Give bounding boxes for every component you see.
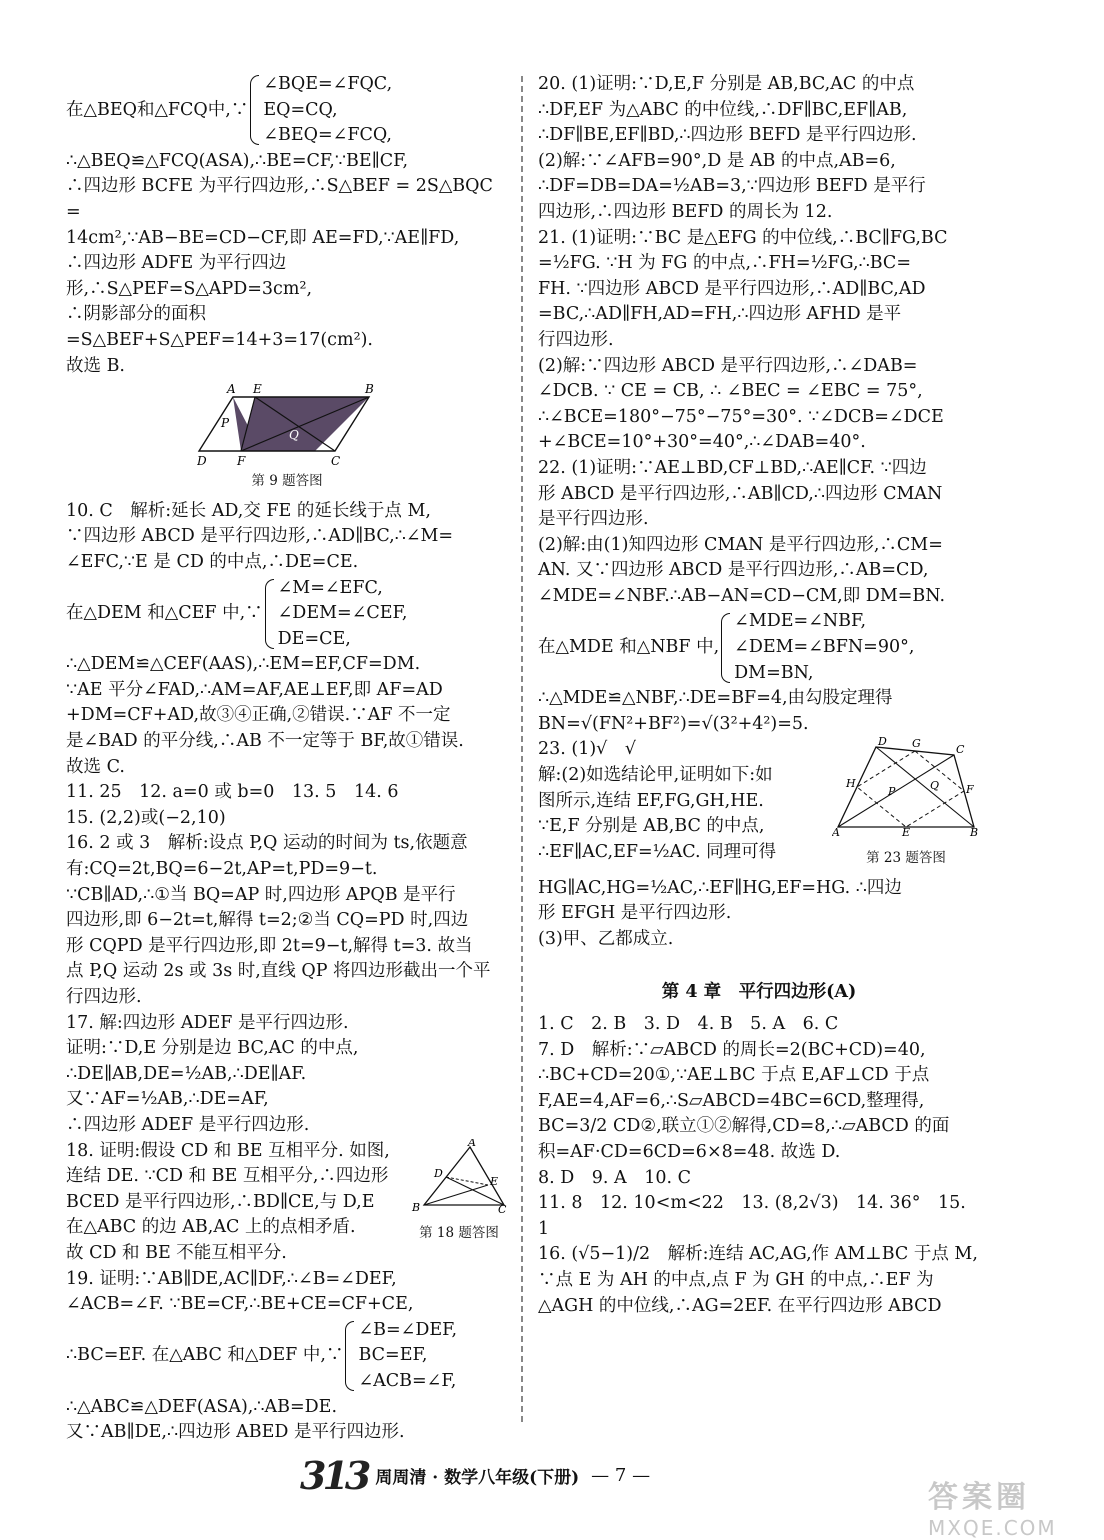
text-line: ∴四边形 ADFE 为平行四边形,∴S△PEF=S△APD=3cm², <box>66 253 313 299</box>
text-line: 故 CD 和 BE 不能互相平分. <box>66 1242 287 1263</box>
text-line: ∵E,F 分别是 AB,BC 的中点, <box>538 816 765 837</box>
text-line: 连结 DE. ∵CD 和 BE 互相平分,∴四边形 <box>66 1166 389 1187</box>
system-line: ∠DEM=∠CEF, <box>277 603 408 624</box>
text-line: 图所示,连结 EF,FG,GH,HE. <box>538 790 764 811</box>
text-line: 四边形,∴四边形 BEFD 的周长为 12. <box>538 201 833 222</box>
text-line: 20. (1)证明:∵D,E,F 分别是 AB,BC,AC 的中点 <box>538 74 915 94</box>
text-line: ∵CB∥AD,∴①当 BQ=AP 时,四边形 APQB 是平行 <box>66 884 456 905</box>
text-line: +DM=CF+AD,故③④正确,②错误.∵AF 不一定 <box>66 705 451 726</box>
brace-icon <box>250 75 259 145</box>
quadrilateral-efgh <box>857 751 964 827</box>
text-line: =BC,∴AD∥FH,AD=FH,∴四边形 AFHD 是平 <box>538 304 902 325</box>
figure-caption: 第 23 题答图 <box>866 850 946 867</box>
text-line: 故选 B. <box>66 355 125 376</box>
text-line: 行四边形. <box>538 329 614 350</box>
system-line: ∠B=∠DEF, <box>358 1319 458 1340</box>
figure-label: D <box>878 737 887 749</box>
text-line: ∠DCB. ∵ CE = CB, ∴ ∠BEC = ∠EBC = 75°, <box>538 381 923 402</box>
system-line: BC=EF, <box>358 1345 428 1366</box>
text-line: FH. ∵四边形 ABCD 是平行四边形,∴AD∥BC,AD <box>538 278 926 299</box>
text-line: ∠EFC,∵E 是 CD 的中点,∴DE=CE. <box>66 551 359 572</box>
figure-label: H <box>846 777 856 791</box>
text-line: ∴DF,EF 为△ABC 的中位线,∴DF∥BC,EF∥AB, <box>538 99 908 120</box>
figure-label: B <box>970 826 979 838</box>
text-line: △AGH 的中位线,∴AG=2EF. 在平行四边形 ABCD <box>538 1295 942 1316</box>
figure-label: A <box>832 826 840 838</box>
figure-label: E <box>490 1174 499 1188</box>
watermark-text: 答案圈 <box>928 1480 1030 1515</box>
figure-label: F <box>966 783 974 797</box>
system-line: ∠MDE=∠NBF, <box>734 611 867 632</box>
text-line: ∴DE∥AB,DE=½AB,∴DE∥AF. <box>66 1063 307 1084</box>
system-mde <box>538 609 980 686</box>
text-line: ∵四边形 ABCD 是平行四边形,∴AD∥BC,∴∠M= <box>66 526 454 547</box>
system-line: EQ=CQ, <box>263 99 338 120</box>
text-line: 16. 2 或 3 解析:设点 P,Q 运动的时间为 ts,依题意 <box>66 833 468 854</box>
page-footer <box>300 1454 800 1496</box>
text-line: ∴△DEM≌△CEF(AAS),∴EM=EF,CF=DM. <box>66 654 421 675</box>
figure-caption: 第 9 题答图 <box>251 473 323 490</box>
system-bqe <box>66 72 508 149</box>
figure-label: B <box>412 1200 421 1213</box>
text-line: 8. D 9. A 10. C <box>538 1167 691 1188</box>
text-line: 解:(2)如选结论甲,证明如下:如 <box>538 765 773 786</box>
text-line: F,AE=4,AF=6,∴S▱ABCD=4BC=6CD,整理得, <box>538 1090 925 1111</box>
text-line: ∴BC+CD=20①,∵AE⊥BC 于点 E,AF⊥CD 于点 <box>538 1065 930 1086</box>
figure-label: F <box>237 454 246 468</box>
text-line: (2)解:∵∠AFB=90°,D 是 AB 的中点,AB=6, <box>538 150 896 171</box>
text-line: 形 CQPD 是平行四边形,即 2t=9−t,解得 t=3. 故当 <box>66 935 473 956</box>
figure-label: D <box>197 454 207 468</box>
system-line: ∠DEM=∠BFN=90°, <box>734 637 915 658</box>
system-line: ∠ACB=∠F, <box>358 1370 457 1391</box>
figure-label: G <box>912 737 921 751</box>
segment-de <box>446 1177 488 1185</box>
figure-label: P <box>221 416 230 431</box>
text-line: 11. 25 12. a=0 或 b=0 13. 5 14. 6 <box>66 782 399 803</box>
figure-9-diagram <box>197 383 377 467</box>
text-line: 点 P,Q 运动 2s 或 3s 时,直线 QP 将四边形截出一个平 <box>66 961 491 982</box>
text-line: 故选 C. <box>66 756 125 777</box>
text-line: ∴阴影部分的面积=S△BEF+S△PEF=14+3=17(cm²). <box>66 304 373 350</box>
text-line: 21. (1)证明:∵BC 是△EFG 的中位线,∴BC∥FG,BC <box>538 227 948 248</box>
figure-label: C <box>956 743 965 757</box>
watermark <box>928 1472 1088 1540</box>
system-line: DE=CE, <box>277 628 351 649</box>
figure-18-diagram <box>410 1139 508 1213</box>
text-line: ∵点 E 为 AH 的中点,点 F 为 GH 的中点,∴EF 为 <box>538 1269 934 1290</box>
column-divider <box>521 76 523 1422</box>
figure-label: E <box>902 826 911 838</box>
figure-label: Q <box>930 779 940 793</box>
brace-icon <box>721 613 730 683</box>
text-line: 积=AF·CD=6CD=6×8=48. 故选 D. <box>538 1141 841 1162</box>
chapter-title: 第 4 章 平行四边形(A) <box>661 982 857 1003</box>
figure-label: C <box>498 1202 507 1213</box>
text-line: BCED 是平行四边形,∴BD∥CE,与 D,E <box>66 1191 375 1212</box>
text-line: ∠ACB=∠F. ∵BE=CF,∴BE+CE=CF+CE, <box>66 1294 414 1315</box>
text-line: 14cm²,∵AB−BE=CD−CF,即 AE=FD,∵AE∥FD, <box>66 227 460 248</box>
text-line: 23. (1)√ √ <box>538 739 636 760</box>
text-line: 1. C 2. B 3. D 4. B 5. A 6. C <box>538 1014 839 1034</box>
figure-label: A <box>227 383 236 397</box>
left-column <box>66 72 508 1446</box>
figure-label: P <box>888 785 896 799</box>
text-line: ∵AE 平分∠FAD,∴AM=AF,AE⊥EF,即 AF=AD <box>66 679 443 700</box>
text-line: HG∥AC,HG=½AC,∴EF∥HG,EF=HG. ∴四边 <box>538 877 902 898</box>
text-line: 证明:∵D,E 分别是边 BC,AC 的中点, <box>66 1038 359 1059</box>
text-line: 是∠BAD 的平分线,∴AB 不一定等于 BF,故①错误. <box>66 731 464 752</box>
text-line: 19. 证明:∵AB∥DE,AC∥DF,∴∠B=∠DEF, <box>66 1268 397 1289</box>
text-line: 形 EFGH 是平行四边形. <box>538 903 732 924</box>
system-prefix: 在△MDE 和△NBF 中, <box>538 637 720 658</box>
text-line: ∴EF∥AC,EF=½AC. 同理可得 <box>538 841 777 862</box>
text-line: =½FG. ∵H 为 FG 的中点,∴FH=½FG,∴BC= <box>538 253 911 274</box>
brace-icon <box>345 1321 354 1391</box>
figure-label: B <box>365 383 374 397</box>
text-line: 7. D 解析:∵▱ABCD 的周长=2(BC+CD)=40, <box>538 1039 926 1060</box>
page-number: — 7 — <box>591 1464 651 1486</box>
text-line: 18. 证明:假设 CD 和 BE 互相平分. 如图, <box>66 1140 390 1161</box>
brand-logo: 313 <box>300 1452 368 1498</box>
text-line: ∴△ABC≌△DEF(ASA),∴AB=DE. <box>66 1396 338 1417</box>
text-line: 又∵AF=½AB,∴DE=AF, <box>66 1089 269 1110</box>
text-line: 22. (1)证明:∵AE⊥BD,CF⊥BD,∴AE∥CF. ∵四边 <box>538 457 927 478</box>
quadrilateral-abcd <box>838 747 974 827</box>
system-line: ∠M=∠EFC, <box>277 577 383 598</box>
system-dem <box>66 576 508 653</box>
system-line: ∠BQE=∠FQC, <box>263 74 393 94</box>
text-line: ∴DF∥BE,EF∥BD,∴四边形 BEFD 是平行四边形. <box>538 125 917 146</box>
watermark-url: MXQE.COM <box>928 1516 1057 1540</box>
text-line: 有:CQ=2t,BQ=6−2t,AP=t,PD=9−t. <box>66 859 378 880</box>
text-line: 11. 8 12. 10<m<22 13. (8,2√3) 14. 36° 15. 1 <box>538 1193 966 1239</box>
figure-23 <box>832 737 980 875</box>
system-abc <box>66 1318 508 1395</box>
text-line: ∴△MDE≌△NBF,∴DE=BF=4,由勾股定理得 <box>538 688 893 709</box>
text-line: 是平行四边形. <box>538 509 649 530</box>
text-line: 行四边形. <box>66 987 142 1007</box>
text-line: ∴∠BCE=180°−75°−75°=30°. ∵∠DCB=∠DCE <box>538 406 944 427</box>
figure-label: A <box>468 1138 476 1149</box>
segment-be <box>424 1185 488 1205</box>
figure-label: C <box>331 454 341 468</box>
text-line: BN=√(FN²+BF²)=√(3²+4²)=5. <box>538 713 809 734</box>
figure-23-diagram <box>832 737 980 837</box>
footer-title: 周周清 · 数学八年级(下册) <box>375 1467 580 1488</box>
system-line: DM=BN, <box>734 662 814 683</box>
text-line: 在△ABC 的边 AB,AC 上的点相矛盾. <box>66 1217 356 1238</box>
text-line: ∴DF=DB=DA=½AB=3,∵四边形 BEFD 是平行 <box>538 176 926 197</box>
text-line: 10. C 解析:延长 AD,交 FE 的延长线于点 M, <box>66 500 431 521</box>
text-line: 又∵AB∥DE,∴四边形 ABED 是平行四边形. <box>66 1422 405 1443</box>
system-prefix: 在△DEM 和△CEF 中,∵ <box>66 603 263 624</box>
text-line: ∴四边形 BCFE 为平行四边形,∴S△BEF = 2S△BQC = <box>66 176 493 222</box>
text-line: (2)解:由(1)知四边形 CMAN 是平行四边形,∴CM= <box>538 534 943 555</box>
right-column <box>538 72 980 1319</box>
system-prefix: ∴BC=EF. 在△ABC 和△DEF 中,∵ <box>66 1345 344 1366</box>
figure-label: Q <box>289 428 299 443</box>
text-line: AN. 又∵四边形 ABCD 是平行四边形,∴AB=CD, <box>538 560 929 581</box>
brace-icon <box>265 579 274 649</box>
system-prefix: 在△BEQ和△FCQ中,∵ <box>66 99 249 120</box>
text-line: ∴四边形 ADEF 是平行四边形. <box>66 1114 310 1135</box>
figure-18 <box>410 1139 508 1251</box>
text-line: (2)解:∵四边形 ABCD 是平行四边形,∴∠DAB= <box>538 355 918 376</box>
figure-label: E <box>253 383 262 397</box>
system-line: ∠BEQ=∠FCQ, <box>263 125 392 146</box>
text-line: BC=3/2 CD②,联立①②解得,CD=8,∴▱ABCD 的面 <box>538 1116 950 1137</box>
figure-label: D <box>434 1166 443 1180</box>
text-line: (3)甲、乙都成立. <box>538 928 674 949</box>
text-line: ∴△BEQ≌△FCQ(ASA),∴BE=CF,∵BE∥CF, <box>66 150 409 171</box>
text-line: 17. 解:四边形 ADEF 是平行四边形. <box>66 1012 349 1033</box>
text-line: +∠BCE=10°+30°=40°,∴∠DAB=40°. <box>538 432 866 453</box>
text-line: 形 ABCD 是平行四边形,∴AB∥CD,∴四边形 CMAN <box>538 483 943 504</box>
text-line: 15. (2,2)或(−2,10) <box>66 807 226 828</box>
text-line: 四边形,即 6−2t=t,解得 t=2;②当 CQ=PD 时,四边 <box>66 910 469 931</box>
text-line: ∠MDE=∠NBF.∴AB−AN=CD−CM,即 DM=BN. <box>538 585 946 606</box>
text-line: 16. (√5−1)/2 解析:连结 AC,AG,作 AM⊥BC 于点 M, <box>538 1244 978 1265</box>
figure-caption: 第 18 题答图 <box>419 1225 499 1242</box>
